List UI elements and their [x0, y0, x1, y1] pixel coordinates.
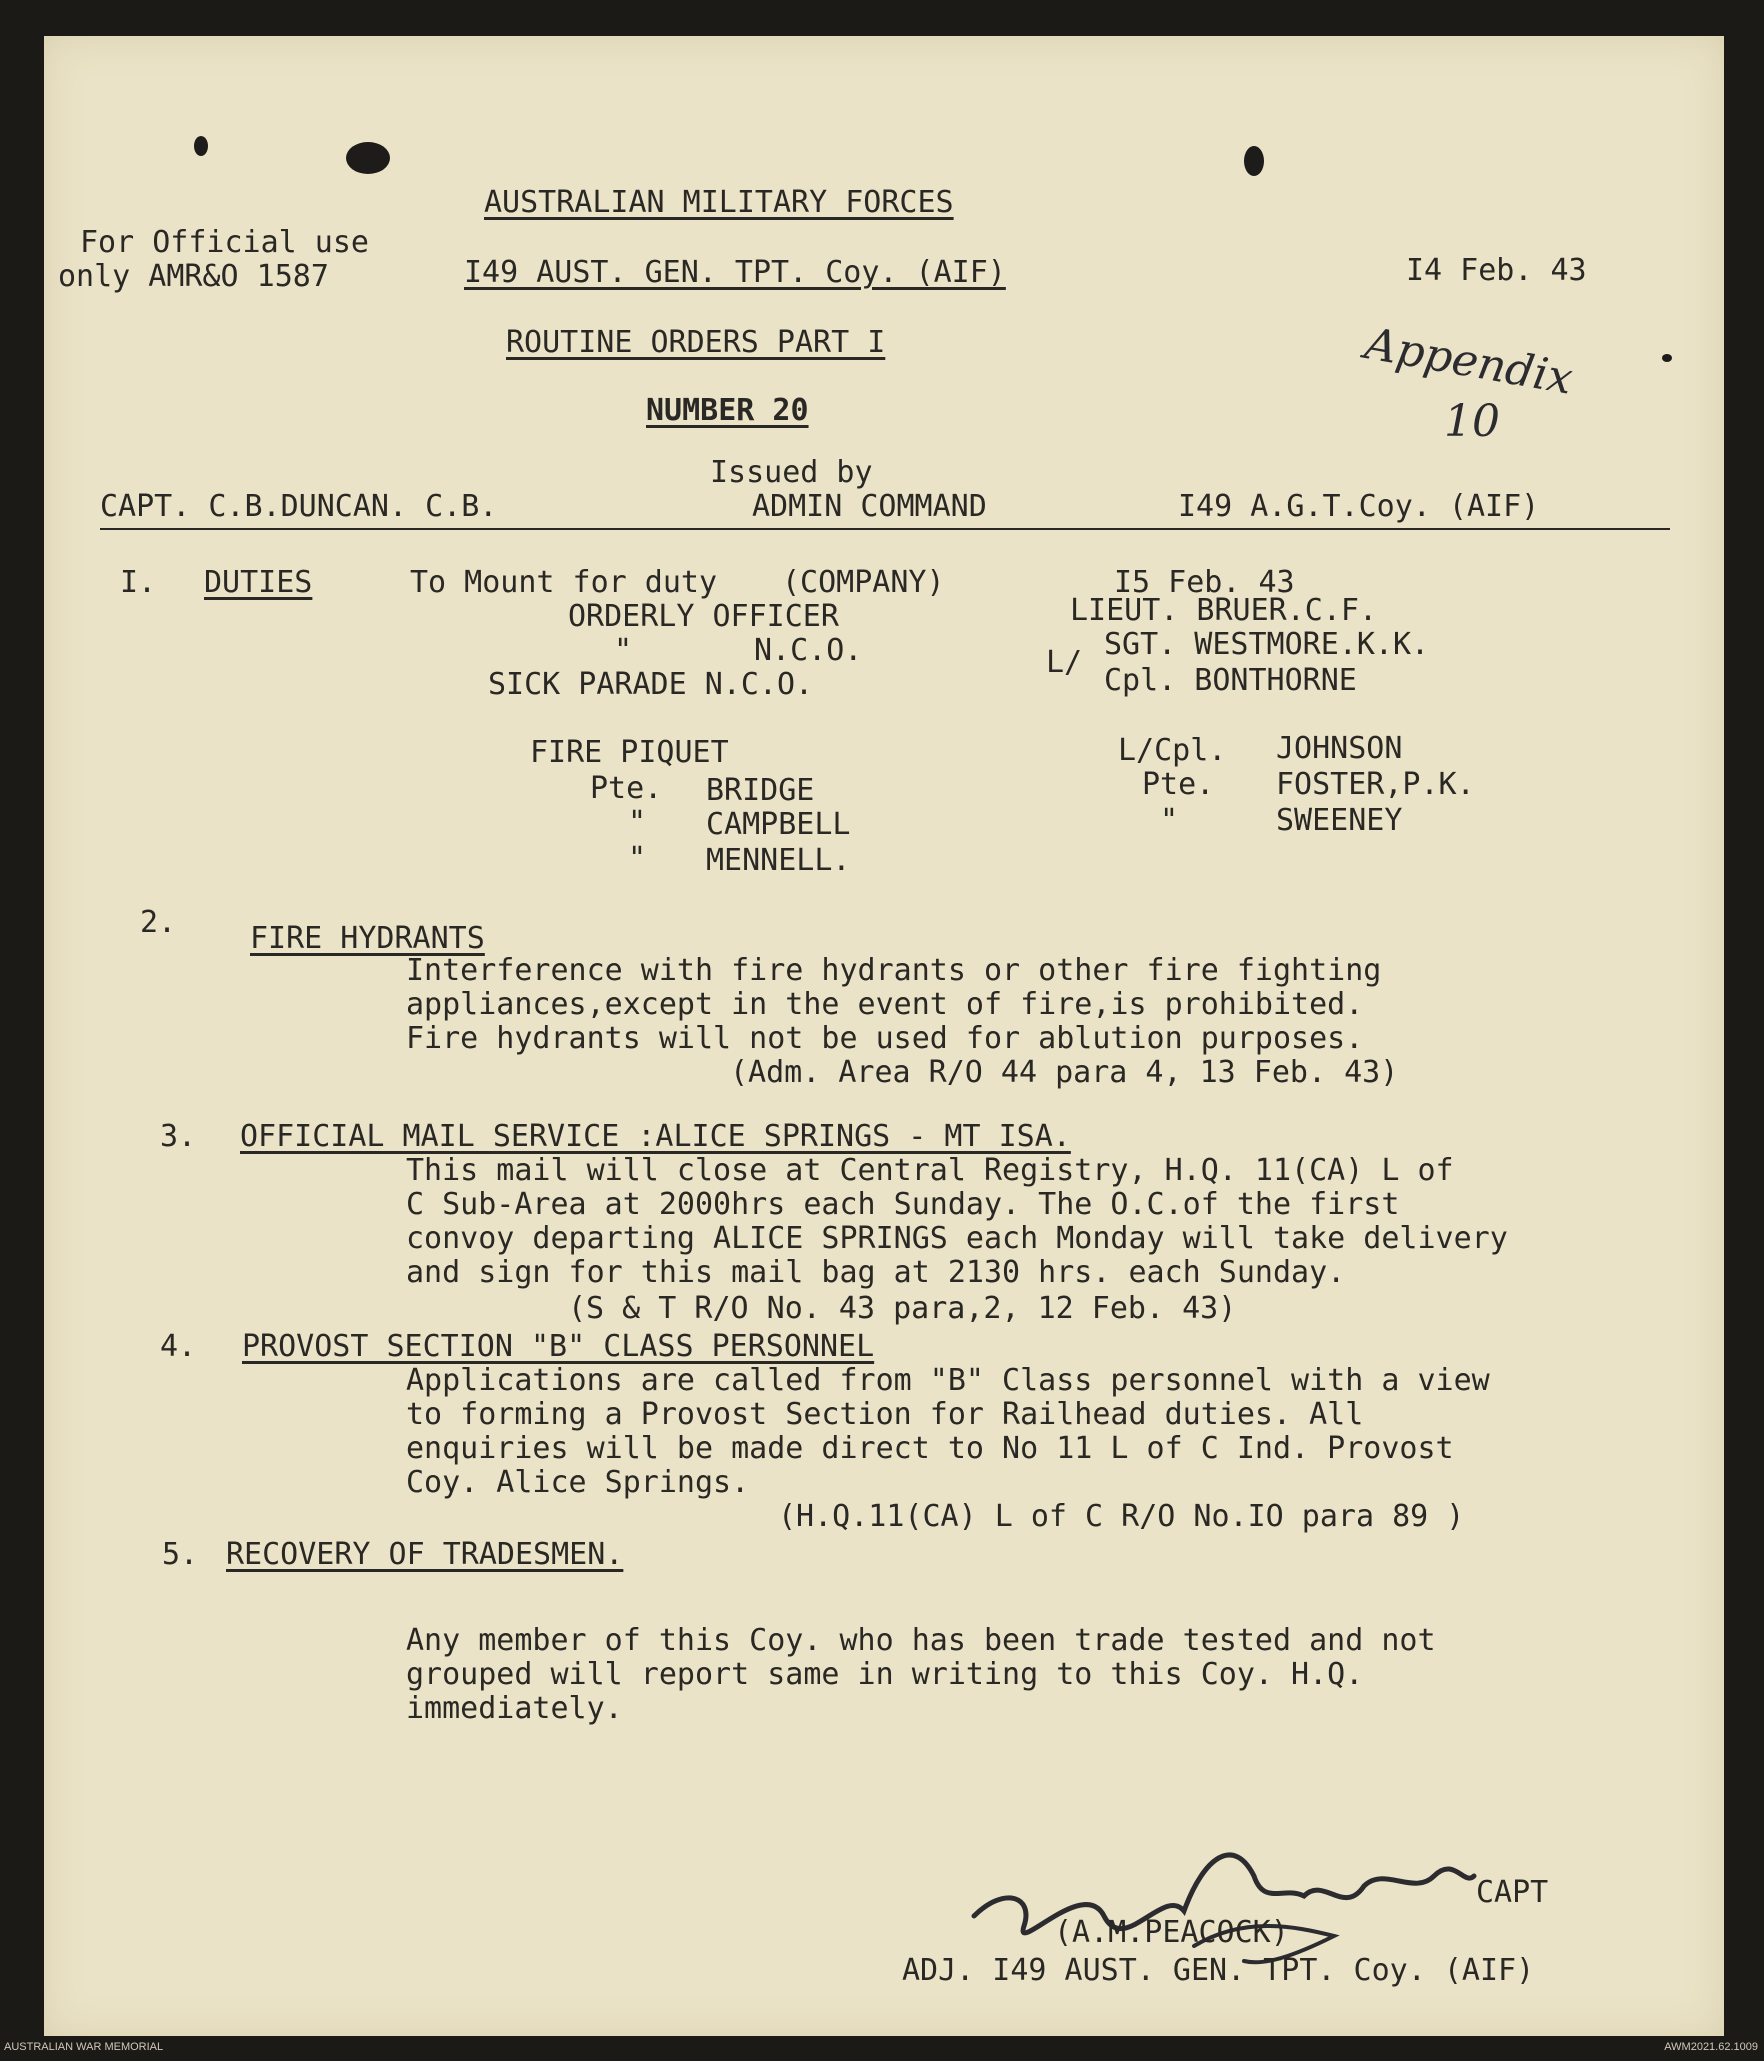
issuing-officer: CAPT. C.B.DUNCAN. C.B. [100, 489, 498, 524]
piquet-left-name: MENNELL. [706, 843, 851, 878]
item-line: grouped will report same in writing to this Coy. H.Q. [406, 1657, 1364, 1692]
official-use-line-1: For Official use [80, 225, 369, 260]
ink-blot [1244, 146, 1264, 176]
duties-number: I. [120, 565, 157, 600]
orderly-officer-label: ORDERLY OFFICER [568, 599, 839, 634]
document-page [44, 36, 1724, 2036]
piquet-left-name: CAMPBELL [706, 807, 851, 842]
sick-parade-name: Cpl. BONTHORNE [1104, 663, 1357, 698]
item-number: 2. [140, 905, 177, 940]
ditto-mark: " [628, 805, 647, 840]
signature-scrawl [964, 1816, 1484, 1976]
duties-mount: To Mount for duty [410, 565, 718, 600]
piquet-left-name: BRIDGE [706, 773, 815, 808]
issued-by-label: Issued by [710, 455, 873, 490]
orders-title: ROUTINE ORDERS PART I [506, 325, 886, 360]
item-line: enquiries will be made direct to No 11 L of C Ind. Provost [406, 1431, 1454, 1466]
item-reference: (Adm. Area R/O 44 para 4, 13 Feb. 43) [730, 1055, 1399, 1090]
fire-piquet-label: FIRE PIQUET [530, 735, 729, 770]
ditto-mark: " [614, 633, 633, 668]
appendix-number: 10 [1444, 396, 1500, 447]
item-heading: PROVOST SECTION "B" CLASS PERSONNEL [242, 1329, 875, 1364]
item-line: C Sub-Area at 2000hrs each Sunday. The O.C.of the first [406, 1187, 1400, 1222]
signature-rank: CAPT [1476, 1875, 1549, 1910]
footer-left: AUSTRALIAN WAR MEMORIAL [4, 2041, 164, 2053]
item-heading: RECOVERY OF TRADESMEN. [226, 1537, 624, 1572]
item-line: appliances,except in the event of fire,is prohibited. [406, 987, 1364, 1022]
item-line: Applications are called from "B" Class personnel with a view [406, 1363, 1490, 1398]
item-line: This mail will close at Central Registry, H.Q. 11(CA) L of [406, 1153, 1454, 1188]
item-number: 4. [160, 1329, 197, 1364]
item-number: 5. [162, 1537, 199, 1572]
orderly-officer-name: LIEUT. BRUER.C.F. [1070, 593, 1378, 628]
item-line: Any member of this Coy. who has been trade tested and not [406, 1623, 1436, 1658]
duties-date: I5 Feb. 43 [1114, 565, 1295, 600]
duties-heading: DUTIES [204, 565, 313, 600]
ink-dot [1662, 354, 1672, 362]
item-number: 3. [160, 1119, 197, 1154]
item-line: convoy departing ALICE SPRINGS each Monday will take delivery [406, 1221, 1508, 1256]
orderly-nco-label: N.C.O. [754, 633, 863, 668]
item-line: Coy. Alice Springs. [406, 1465, 750, 1500]
piquet-right-rank: L/Cpl. [1118, 733, 1227, 768]
duties-company: (COMPANY) [782, 565, 945, 600]
issuing-command: ADMIN COMMAND [752, 489, 987, 524]
orders-number: NUMBER 20 [646, 393, 809, 428]
unit-name: I49 AUST. GEN. TPT. Coy. (AIF) [464, 255, 1006, 290]
official-use-line-2: only AMR&O 1587 [58, 259, 329, 294]
piquet-right-rank: Pte. [1142, 767, 1215, 802]
ink-blot [194, 136, 208, 156]
piquet-right-name: SWEENEY [1276, 803, 1403, 838]
document-title: AUSTRALIAN MILITARY FORCES [484, 185, 954, 220]
piquet-right-name: FOSTER,P.K. [1276, 767, 1475, 802]
signatory-name: (A.M.PEACOCK) [1054, 1915, 1289, 1950]
item-reference: (H.Q.11(CA) L of C R/O No.IO para 89 ) [778, 1499, 1465, 1534]
ditto-mark: " [1160, 803, 1179, 838]
item-reference: (S & T R/O No. 43 para,2, 12 Feb. 43) [568, 1291, 1237, 1326]
ink-blot [346, 142, 390, 174]
item-heading: FIRE HYDRANTS [250, 921, 485, 956]
item-heading: OFFICIAL MAIL SERVICE :ALICE SPRINGS - MT ISA. [240, 1119, 1071, 1154]
issuing-unit: I49 A.G.T.Coy. (AIF) [1178, 489, 1540, 524]
signatory-title: ADJ. I49 AUST. GEN. TPT. Coy. (AIF) [902, 1953, 1535, 1988]
sick-parade-label: SICK PARADE N.C.O. [488, 667, 814, 702]
item-line: Fire hydrants will not be used for ablution purposes. [406, 1021, 1364, 1056]
l-prefix: L/ [1046, 645, 1083, 680]
item-line: immediately. [406, 1691, 623, 1726]
document-date: I4 Feb. 43 [1406, 253, 1587, 288]
item-line: and sign for this mail bag at 2130 hrs. each Sunday. [406, 1255, 1346, 1290]
issued-by-rule [100, 528, 1670, 530]
item-line: to forming a Provost Section for Railhead duties. All [406, 1397, 1364, 1432]
item-line: Interference with fire hydrants or other fire fighting [406, 953, 1382, 988]
piquet-right-name: JOHNSON [1276, 731, 1403, 766]
appendix-note: Appendix [1361, 318, 1577, 405]
footer-right: AWM2021.62.1009 [1664, 2041, 1758, 2053]
orderly-nco-name: SGT. WESTMORE.K.K. [1104, 627, 1430, 662]
piquet-left-rank: Pte. [590, 771, 663, 806]
ditto-mark: " [628, 841, 647, 876]
